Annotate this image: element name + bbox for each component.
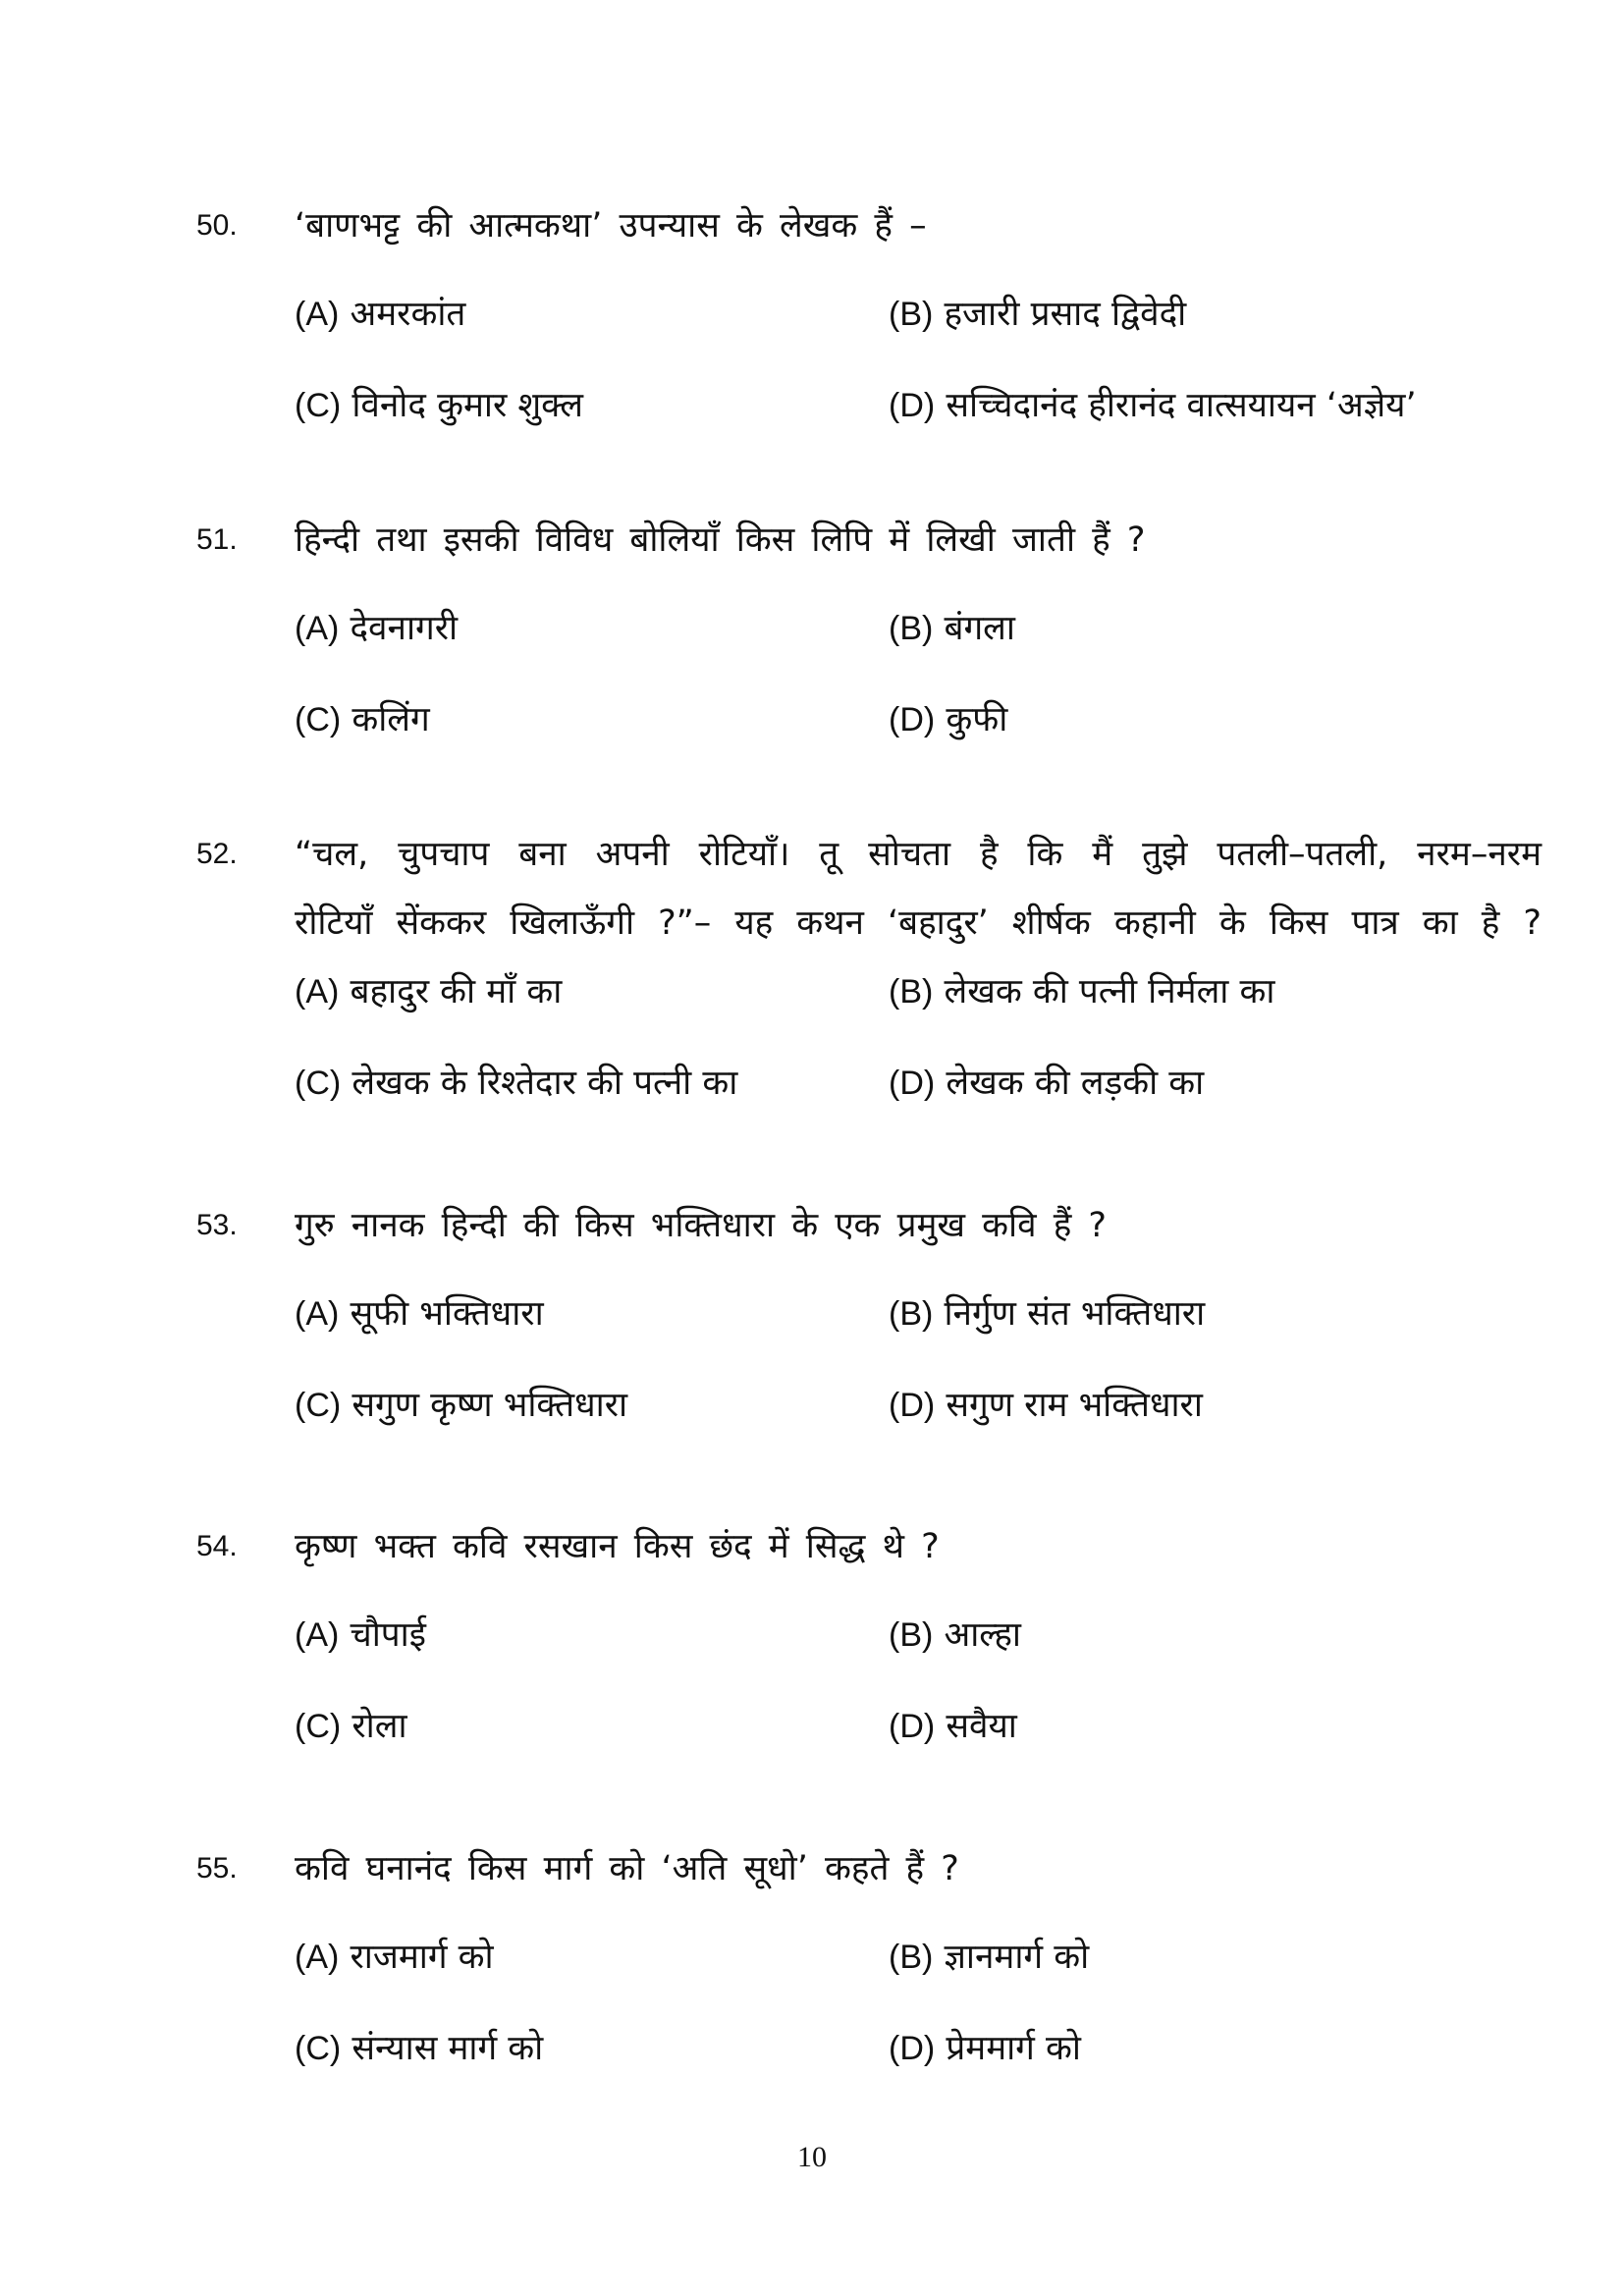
option-text: लेखक की पत्नी निर्मला का bbox=[944, 972, 1275, 1011]
option-d bbox=[889, 381, 1417, 430]
option-letter: (C) bbox=[295, 1387, 342, 1424]
option-a bbox=[295, 1289, 544, 1339]
option-letter: (B) bbox=[889, 296, 934, 333]
question-text: हिन्दी तथा इसकी विविध बोलियाँ किस लिपि में लिखी जाती हैं ? bbox=[295, 520, 1146, 560]
option-letter: (B) bbox=[889, 973, 934, 1011]
option-letter: (C) bbox=[295, 1708, 342, 1745]
question-text-line-1: “चल, चुपचाप बना अपनी रोटियाँ। तू सोचता है कि मैं तुझे पतली–पतली, नरम–नरम bbox=[295, 835, 1542, 874]
option-text: सूफी भक्तिधारा bbox=[350, 1294, 544, 1334]
option-letter: (C) bbox=[295, 2030, 342, 2067]
option-letter: (B) bbox=[889, 1295, 934, 1333]
option-text: लेखक की लड़की का bbox=[946, 1064, 1205, 1103]
option-letter: (A) bbox=[295, 973, 340, 1011]
option-a bbox=[295, 1611, 426, 1660]
option-letter: (D) bbox=[889, 387, 936, 424]
option-text: संन्यास मार्ग को bbox=[352, 2029, 544, 2068]
option-letter: (D) bbox=[889, 1708, 936, 1745]
option-letter: (A) bbox=[295, 610, 340, 647]
option-text: रोला bbox=[352, 1707, 407, 1746]
option-letter: (A) bbox=[295, 1939, 340, 1976]
option-text: लेखक के रिश्तेदार की पत्नी का bbox=[352, 1064, 738, 1103]
option-letter: (D) bbox=[889, 701, 936, 738]
option-text: बंगला bbox=[944, 609, 1015, 648]
option-letter: (A) bbox=[295, 1295, 340, 1333]
option-letter: (D) bbox=[889, 2030, 936, 2067]
question-number: 53. bbox=[196, 1209, 238, 1241]
question-number: 51. bbox=[196, 523, 238, 556]
option-d bbox=[889, 1702, 1017, 1751]
option-text: विनोद कुमार शुक्ल bbox=[352, 386, 583, 425]
question-number: 50. bbox=[196, 209, 238, 242]
option-text: चौपाई bbox=[350, 1615, 426, 1655]
option-d bbox=[889, 1059, 1204, 1108]
option-b bbox=[889, 1289, 1205, 1339]
option-text: सगुण कृष्ण भक्तिधारा bbox=[352, 1386, 628, 1425]
option-c bbox=[295, 381, 583, 430]
option-b bbox=[889, 290, 1186, 339]
option-text: कलिंग bbox=[352, 700, 430, 739]
option-text: बहादुर की माँ का bbox=[350, 972, 563, 1011]
option-a bbox=[295, 967, 562, 1016]
option-text: निर्गुण संत भक्तिधारा bbox=[944, 1294, 1206, 1334]
question-text: कवि घनानंद किस मार्ग को ‘अति सूधो’ कहते हैं ? bbox=[295, 1849, 959, 1888]
option-b bbox=[889, 1611, 1021, 1660]
option-letter: (D) bbox=[889, 1387, 936, 1424]
question-number: 52. bbox=[196, 838, 238, 870]
option-d bbox=[889, 2024, 1081, 2073]
option-text: कुफी bbox=[946, 700, 1008, 739]
option-letter: (B) bbox=[889, 1939, 934, 1976]
option-letter: (C) bbox=[295, 387, 342, 424]
option-c bbox=[295, 1059, 737, 1108]
option-text: सच्चिदानंद हीरानंद वात्सयायन ‘अज्ञेय’ bbox=[946, 386, 1417, 425]
question-text-line-2: रोटियाँ सेंककर खिलाऊँगी ?”– यह कथन ‘बहादुर’ शीर्षक कहानी के किस पात्र का है ? bbox=[295, 903, 1542, 943]
option-a bbox=[295, 1933, 494, 1982]
option-b bbox=[889, 967, 1274, 1016]
question-number: 55. bbox=[196, 1852, 238, 1885]
option-b bbox=[889, 604, 1015, 653]
option-c bbox=[295, 695, 430, 744]
option-letter: (B) bbox=[889, 610, 934, 647]
option-b bbox=[889, 1933, 1089, 1982]
option-a bbox=[295, 290, 465, 339]
option-a bbox=[295, 604, 458, 653]
option-text: सवैया bbox=[946, 1707, 1017, 1746]
option-c bbox=[295, 1381, 627, 1430]
option-letter: (D) bbox=[889, 1065, 936, 1102]
question-text: ‘बाणभट्ट की आत्मकथा’ उपन्यास के लेखक हैं – bbox=[295, 206, 927, 246]
option-letter: (A) bbox=[295, 1616, 340, 1654]
option-c bbox=[295, 1702, 407, 1751]
option-text: देवनागरी bbox=[350, 609, 459, 648]
option-text: आल्हा bbox=[944, 1615, 1021, 1655]
option-text: राजमार्ग को bbox=[350, 1938, 494, 1977]
option-c bbox=[295, 2024, 543, 2073]
page-number: 10 bbox=[797, 2141, 827, 2173]
option-text: अमरकांत bbox=[350, 295, 466, 334]
option-text: प्रेममार्ग को bbox=[946, 2029, 1081, 2068]
option-letter: (A) bbox=[295, 296, 340, 333]
option-letter: (C) bbox=[295, 1065, 342, 1102]
option-text: ज्ञानमार्ग को bbox=[944, 1938, 1090, 1977]
option-letter: (C) bbox=[295, 701, 342, 738]
option-text: सगुण राम भक्तिधारा bbox=[946, 1386, 1203, 1425]
question-number: 54. bbox=[196, 1530, 238, 1562]
question-text: गुरु नानक हिन्दी की किस भक्तिधारा के एक प्रमुख कवि हैं ? bbox=[295, 1206, 1107, 1245]
option-d bbox=[889, 695, 1007, 744]
option-letter: (B) bbox=[889, 1616, 934, 1654]
option-d bbox=[889, 1381, 1203, 1430]
question-text: कृष्ण भक्त कवि रसखान किस छंद में सिद्ध थे ? bbox=[295, 1527, 940, 1566]
option-text: हजारी प्रसाद द्विवेदी bbox=[944, 295, 1187, 334]
